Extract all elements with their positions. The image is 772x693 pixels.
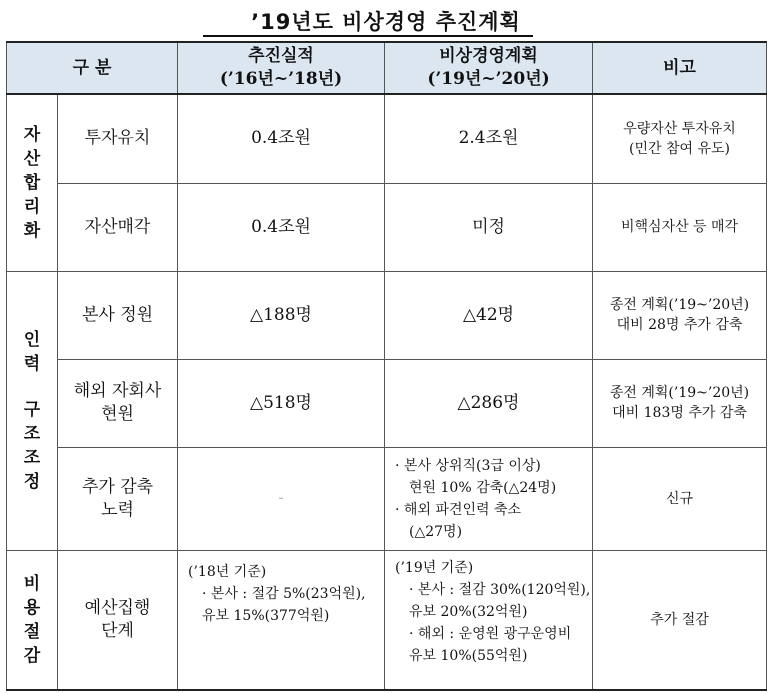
table-row — [7, 94, 767, 183]
plan-line: 유보 20%(32억원) — [409, 603, 528, 620]
item-line: 해외 자회사 — [73, 381, 162, 401]
actual-value: △518명 — [178, 359, 385, 447]
actual-detail — [178, 550, 385, 690]
category-char: 감 — [23, 645, 41, 666]
note-cell — [593, 183, 767, 271]
plan-line: · 해외 : 운영원 광구운영비 — [409, 625, 572, 642]
category-asset — [7, 94, 58, 271]
note-cell — [593, 271, 767, 359]
item-line: 현원 — [101, 404, 134, 424]
note-line: 종전 계획(’19~’20년) — [609, 385, 750, 401]
note-line: (민간 참여 유도) — [629, 140, 730, 157]
note-cell — [593, 359, 767, 447]
table-row — [7, 550, 767, 690]
category-char: 자 — [23, 124, 41, 145]
plan-line: 유보 10%(55억원) — [409, 647, 528, 664]
item-line: 추가 감축 — [81, 476, 154, 497]
item-line: 노력 — [101, 499, 134, 520]
plan-line: · 본사 상위직(3급 이상) — [395, 457, 541, 474]
table-row — [7, 359, 767, 447]
item-label — [58, 550, 178, 690]
plan-value: △42명 — [385, 271, 593, 359]
item-label: 자산매각 — [58, 183, 178, 271]
plan-value: 2.4조원 — [385, 94, 593, 183]
actual-value: - — [178, 447, 385, 550]
note-line: 비핵심자산 등 매각 — [620, 219, 739, 235]
header-actual-period: (’16년~’18년) — [219, 69, 343, 89]
note-cell: 신규 — [593, 447, 767, 550]
plan-detail — [385, 447, 593, 550]
category-char: 절 — [23, 621, 41, 642]
plan-line: 현원 10% 감축(△24명) — [409, 479, 557, 496]
actual-line: 유보 15%(377억원) — [202, 607, 330, 624]
actual-value: 0.4조원 — [178, 183, 385, 271]
plan-value: △286명 — [385, 359, 593, 447]
category-char: 정 — [23, 471, 41, 492]
item-label — [58, 447, 178, 550]
plan-line: · 해외 파견인력 축소 — [395, 501, 522, 518]
category-char: 조 — [23, 447, 41, 468]
header-category: 구 분 — [7, 42, 178, 94]
item-label: 투자유치 — [58, 94, 178, 183]
item-line: 단계 — [101, 620, 134, 641]
category-char: 력 — [23, 353, 41, 374]
note-cell — [593, 94, 767, 183]
title-underline — [203, 35, 533, 37]
category-char: 인 — [23, 329, 41, 350]
note-line: 우량자산 투자유치 — [623, 120, 736, 137]
header-actual — [178, 42, 385, 94]
category-char: 산 — [23, 148, 41, 169]
actual-line: (’18년 기준) — [188, 563, 267, 580]
note-line: 종전 계획(’19~’20년) — [609, 297, 750, 313]
header-actual-title: 추진실적 — [248, 46, 314, 66]
actual-value: △188명 — [178, 271, 385, 359]
actual-line: · 본사 : 절감 5%(23억원), — [202, 585, 366, 602]
item-line: 예산집행 — [84, 597, 151, 618]
note-line: 대비 28명 추가 감축 — [616, 317, 743, 333]
header-plan-period: (’19년~’20년) — [427, 69, 550, 89]
category-workforce — [7, 271, 58, 550]
category-cost — [7, 550, 58, 690]
header-row — [7, 42, 767, 94]
table-row — [7, 183, 767, 271]
category-char: 조 — [23, 423, 41, 444]
category-char: 구 — [23, 399, 41, 420]
note-cell: 추가 절감 — [593, 550, 767, 690]
plan-line: · 본사 : 절감 30%(120억원), — [409, 581, 591, 598]
document-title: ’19년도 비상경영 추진계획 — [251, 10, 521, 34]
item-label: 본사 정원 — [58, 271, 178, 359]
category-gap — [7, 376, 57, 398]
category-char: 용 — [23, 597, 41, 618]
note-line: 대비 183명 추가 감축 — [612, 405, 747, 421]
table-row — [7, 447, 767, 550]
header-plan-title: 비상경영계획 — [439, 46, 538, 66]
header-note: 비고 — [593, 42, 767, 94]
item-label — [58, 359, 178, 447]
category-char: 화 — [23, 220, 41, 241]
plan-detail — [385, 550, 593, 690]
category-char: 합 — [23, 172, 41, 193]
actual-value: 0.4조원 — [178, 94, 385, 183]
plan-line: (’19년 기준) — [395, 559, 474, 576]
plan-value: 미정 — [385, 183, 593, 271]
plan-line: (△27명) — [409, 523, 463, 540]
category-char: 비 — [23, 573, 41, 594]
header-plan — [385, 42, 593, 94]
category-char: 리 — [23, 196, 41, 217]
plan-table — [6, 41, 767, 691]
table-row — [7, 271, 767, 359]
